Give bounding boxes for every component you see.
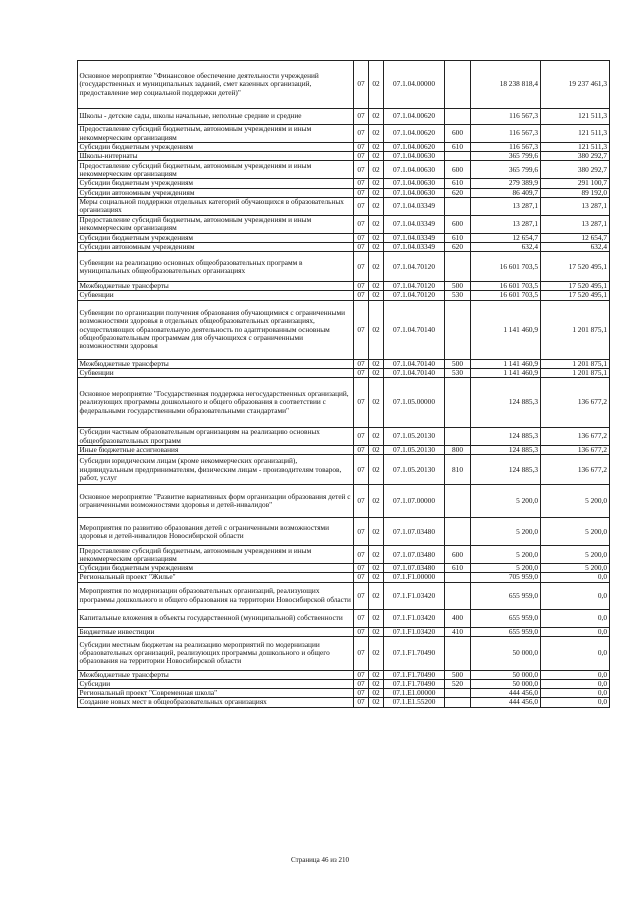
section-code-cell: 07 — [354, 188, 369, 197]
amount-2023-cell: 89 192,0 — [541, 188, 610, 197]
section-code-cell: 07 — [354, 109, 369, 125]
expense-type-cell: 620 — [445, 188, 471, 197]
subsection-code-cell: 02 — [369, 243, 384, 252]
amount-2023-cell: 380 292,7 — [541, 161, 610, 179]
expense-type-cell: 610 — [445, 179, 471, 188]
expense-type-cell: 600 — [445, 546, 471, 564]
amount-2022-cell: 116 567,3 — [471, 109, 541, 125]
item-name-cell: Школы - детские сады, школы начальные, неполные средние и средние — [78, 109, 354, 125]
target-article-cell: 07.1.07.03480 — [384, 518, 445, 546]
amount-2023-cell: 19 237 461,3 — [541, 61, 610, 109]
item-name-cell: Основное мероприятие "Финансовое обеспечение деятельности учреждений (государственных и муниципальных заданий, смет казенных организаций, предоставление мер социальной поддержки детей)" — [78, 61, 354, 109]
amount-2023-cell: 0,0 — [541, 582, 610, 609]
subsection-code-cell: 02 — [369, 161, 384, 179]
section-code-cell: 07 — [354, 359, 369, 368]
subsection-code-cell: 02 — [369, 670, 384, 679]
target-article-cell: 07.1.04.00630 — [384, 161, 445, 179]
amount-2022-cell: 279 389,9 — [471, 179, 541, 188]
item-name-cell: Меры социальной поддержки отдельных категорий обучающихся в образовательных организациях — [78, 197, 354, 215]
expense-type-cell: 520 — [445, 680, 471, 689]
expense-type-cell: 800 — [445, 446, 471, 455]
item-name-cell: Субсидии юридическим лицам (кроме некоммерческих организаций), индивидуальным предпринимателям, физическим лицам - производителям товаров, работ, услуг — [78, 455, 354, 485]
table-row — [78, 215, 610, 233]
item-name-cell: Межбюджетные трансферты — [78, 670, 354, 679]
subsection-code-cell: 02 — [369, 689, 384, 698]
amount-2023-cell: 5 200,0 — [541, 546, 610, 564]
section-code-cell: 07 — [354, 243, 369, 252]
amount-2022-cell: 50 000,0 — [471, 680, 541, 689]
target-article-cell: 07.1.F1.00000 — [384, 573, 445, 582]
section-code-cell: 07 — [354, 564, 369, 573]
subsection-code-cell: 02 — [369, 378, 384, 428]
amount-2022-cell: 5 200,0 — [471, 564, 541, 573]
section-code-cell: 07 — [354, 197, 369, 215]
amount-2022-cell: 116 567,3 — [471, 143, 541, 152]
expense-type-cell — [445, 518, 471, 546]
target-article-cell: 07.1.04.00000 — [384, 61, 445, 109]
amount-2023-cell: 136 677,2 — [541, 428, 610, 446]
table-row — [78, 670, 610, 679]
section-code-cell: 07 — [354, 485, 369, 518]
amount-2023-cell: 17 520 495,1 — [541, 291, 610, 300]
item-name-cell: Мероприятия по модернизации образовательных организаций, реализующих программы дошкольного и общего образования на территории Новосибирской области — [78, 582, 354, 609]
table-row — [78, 243, 610, 252]
amount-2023-cell: 17 520 495,1 — [541, 252, 610, 282]
table-row — [78, 446, 610, 455]
section-code-cell: 07 — [354, 61, 369, 109]
target-article-cell: 07.1.04.03349 — [384, 233, 445, 242]
amount-2023-cell: 0,0 — [541, 698, 610, 707]
item-name-cell: Школы-интернаты — [78, 152, 354, 161]
section-code-cell: 07 — [354, 636, 369, 670]
item-name-cell: Субсидии бюджетным учреждениям — [78, 179, 354, 188]
amount-2022-cell: 365 799,6 — [471, 161, 541, 179]
table-row — [78, 125, 610, 143]
amount-2023-cell: 632,4 — [541, 243, 610, 252]
subsection-code-cell: 02 — [369, 636, 384, 670]
item-name-cell: Капитальные вложения в объекты государственной (муниципальной) собственности — [78, 609, 354, 627]
expense-type-cell — [445, 197, 471, 215]
subsection-code-cell: 02 — [369, 197, 384, 215]
subsection-code-cell: 02 — [369, 698, 384, 707]
amount-2022-cell: 5 200,0 — [471, 546, 541, 564]
subsection-code-cell: 02 — [369, 446, 384, 455]
expense-type-cell: 810 — [445, 455, 471, 485]
subsection-code-cell: 02 — [369, 179, 384, 188]
section-code-cell: 07 — [354, 152, 369, 161]
amount-2023-cell: 5 200,0 — [541, 564, 610, 573]
amount-2022-cell: 12 654,7 — [471, 233, 541, 242]
section-code-cell: 07 — [354, 179, 369, 188]
amount-2022-cell: 86 409,7 — [471, 188, 541, 197]
target-article-cell: 07.1.04.03349 — [384, 215, 445, 233]
amount-2022-cell: 50 000,0 — [471, 636, 541, 670]
table-row — [78, 627, 610, 636]
table-row — [78, 161, 610, 179]
amount-2023-cell: 0,0 — [541, 609, 610, 627]
amount-2023-cell: 0,0 — [541, 627, 610, 636]
expense-type-cell — [445, 689, 471, 698]
item-name-cell: Субвенции на реализацию основных общеобразовательных программ в муниципальных общеобразовательных организациях — [78, 252, 354, 282]
section-code-cell: 07 — [354, 582, 369, 609]
subsection-code-cell: 02 — [369, 455, 384, 485]
subsection-code-cell: 02 — [369, 188, 384, 197]
amount-2023-cell: 5 200,0 — [541, 518, 610, 546]
amount-2022-cell: 5 200,0 — [471, 518, 541, 546]
target-article-cell: 07.1.04.70120 — [384, 291, 445, 300]
target-article-cell: 07.1.F1.03420 — [384, 582, 445, 609]
amount-2023-cell: 1 201 875,1 — [541, 359, 610, 368]
expense-type-cell: 530 — [445, 368, 471, 377]
expense-type-cell: 610 — [445, 233, 471, 242]
section-code-cell: 07 — [354, 670, 369, 679]
expense-type-cell — [445, 61, 471, 109]
subsection-code-cell: 02 — [369, 215, 384, 233]
target-article-cell: 07.1.04.70140 — [384, 300, 445, 359]
amount-2023-cell: 380 292,7 — [541, 152, 610, 161]
amount-2022-cell: 124 885,3 — [471, 378, 541, 428]
table-row — [78, 455, 610, 485]
amount-2023-cell: 121 511,3 — [541, 109, 610, 125]
target-article-cell: 07.1.F1.70490 — [384, 636, 445, 670]
section-code-cell: 07 — [354, 680, 369, 689]
table-row — [78, 609, 610, 627]
table-row — [78, 291, 610, 300]
budget-table — [77, 60, 610, 708]
target-article-cell: 07.1.05.20130 — [384, 446, 445, 455]
table-row — [78, 698, 610, 707]
subsection-code-cell: 02 — [369, 359, 384, 368]
table-row — [78, 359, 610, 368]
amount-2022-cell: 18 238 818,4 — [471, 61, 541, 109]
amount-2023-cell: 0,0 — [541, 689, 610, 698]
section-code-cell: 07 — [354, 627, 369, 636]
subsection-code-cell: 02 — [369, 627, 384, 636]
item-name-cell: Субсидии бюджетным учреждениям — [78, 564, 354, 573]
expense-type-cell: 610 — [445, 143, 471, 152]
target-article-cell: 07.1.04.70120 — [384, 282, 445, 291]
table-row — [78, 143, 610, 152]
expense-type-cell: 400 — [445, 609, 471, 627]
target-article-cell: 07.1.07.03480 — [384, 564, 445, 573]
target-article-cell: 07.1.04.70140 — [384, 368, 445, 377]
amount-2023-cell: 136 677,2 — [541, 378, 610, 428]
target-article-cell: 07.1.07.00000 — [384, 485, 445, 518]
expense-type-cell — [445, 152, 471, 161]
subsection-code-cell: 02 — [369, 152, 384, 161]
amount-2022-cell: 124 885,3 — [471, 446, 541, 455]
amount-2023-cell: 1 201 875,1 — [541, 300, 610, 359]
table-row — [78, 582, 610, 609]
amount-2023-cell: 136 677,2 — [541, 455, 610, 485]
section-code-cell: 07 — [354, 161, 369, 179]
table-row — [78, 282, 610, 291]
expense-type-cell — [445, 109, 471, 125]
amount-2023-cell: 0,0 — [541, 670, 610, 679]
target-article-cell: 07.1.04.00620 — [384, 143, 445, 152]
target-article-cell: 07.1.F1.03420 — [384, 627, 445, 636]
subsection-code-cell: 02 — [369, 291, 384, 300]
target-article-cell: 07.1.F1.70490 — [384, 670, 445, 679]
item-name-cell: Предоставление субсидий бюджетным, автономным учреждениям и иным некоммерческим организациям — [78, 546, 354, 564]
subsection-code-cell: 02 — [369, 582, 384, 609]
subsection-code-cell: 02 — [369, 680, 384, 689]
expense-type-cell: 500 — [445, 359, 471, 368]
expense-type-cell: 410 — [445, 627, 471, 636]
section-code-cell: 07 — [354, 698, 369, 707]
item-name-cell: Региональный проект "Жилье" — [78, 573, 354, 582]
subsection-code-cell: 02 — [369, 518, 384, 546]
target-article-cell: 07.1.04.70120 — [384, 252, 445, 282]
section-code-cell: 07 — [354, 446, 369, 455]
amount-2023-cell: 1 201 875,1 — [541, 368, 610, 377]
subsection-code-cell: 02 — [369, 233, 384, 242]
target-article-cell: 07.1.05.20130 — [384, 428, 445, 446]
expense-type-cell: 600 — [445, 215, 471, 233]
amount-2023-cell: 0,0 — [541, 636, 610, 670]
subsection-code-cell: 02 — [369, 546, 384, 564]
amount-2022-cell: 124 885,3 — [471, 428, 541, 446]
section-code-cell: 07 — [354, 233, 369, 242]
target-article-cell: 07.1.07.03480 — [384, 546, 445, 564]
table-row — [78, 689, 610, 698]
section-code-cell: 07 — [354, 300, 369, 359]
section-code-cell: 07 — [354, 215, 369, 233]
subsection-code-cell: 02 — [369, 143, 384, 152]
item-name-cell: Субвенции по организации получения образования обучающимися с ограниченными возможностями здоровья в отдельных общеобразовательных организациях, осуществляющих образовательную деятельность по адаптированным основным общеобразовательным программам для обучающихся с ограниченными возможностями здоровья — [78, 300, 354, 359]
amount-2022-cell: 16 601 703,5 — [471, 291, 541, 300]
table-row — [78, 573, 610, 582]
amount-2023-cell: 17 520 495,1 — [541, 282, 610, 291]
subsection-code-cell: 02 — [369, 109, 384, 125]
amount-2022-cell: 365 799,6 — [471, 152, 541, 161]
expense-type-cell: 500 — [445, 282, 471, 291]
table-row — [78, 378, 610, 428]
table-row — [78, 428, 610, 446]
item-name-cell: Субвенции — [78, 368, 354, 377]
target-article-cell: 07.1.04.00620 — [384, 125, 445, 143]
table-row — [78, 518, 610, 546]
item-name-cell: Субсидии частным образовательным организациям на реализацию основных общеобразовательных программ — [78, 428, 354, 446]
section-code-cell: 07 — [354, 609, 369, 627]
amount-2022-cell: 705 959,0 — [471, 573, 541, 582]
amount-2022-cell: 16 601 703,5 — [471, 282, 541, 291]
expense-type-cell — [445, 485, 471, 518]
amount-2022-cell: 50 000,0 — [471, 670, 541, 679]
section-code-cell: 07 — [354, 428, 369, 446]
item-name-cell: Предоставление субсидий бюджетным, автономным учреждениям и иным некоммерческим организациям — [78, 215, 354, 233]
expense-type-cell: 530 — [445, 291, 471, 300]
section-code-cell: 07 — [354, 378, 369, 428]
subsection-code-cell: 02 — [369, 573, 384, 582]
section-code-cell: 07 — [354, 546, 369, 564]
target-article-cell: 07.1.04.00630 — [384, 152, 445, 161]
expense-type-cell — [445, 636, 471, 670]
section-code-cell: 07 — [354, 125, 369, 143]
item-name-cell: Предоставление субсидий бюджетным, автономным учреждениям и иным некоммерческим организациям — [78, 161, 354, 179]
table-row — [78, 636, 610, 670]
table-row — [78, 546, 610, 564]
amount-2022-cell: 655 959,0 — [471, 627, 541, 636]
table-row — [78, 61, 610, 109]
item-name-cell: Бюджетные инвестиции — [78, 627, 354, 636]
subsection-code-cell: 02 — [369, 125, 384, 143]
amount-2022-cell: 444 456,0 — [471, 689, 541, 698]
amount-2022-cell: 632,4 — [471, 243, 541, 252]
amount-2022-cell: 5 200,0 — [471, 485, 541, 518]
amount-2022-cell: 444 456,0 — [471, 698, 541, 707]
item-name-cell: Субсидии бюджетным учреждениям — [78, 233, 354, 242]
item-name-cell: Создание новых мест в общеобразовательных организациях — [78, 698, 354, 707]
expense-type-cell: 600 — [445, 161, 471, 179]
target-article-cell: 07.1.04.00620 — [384, 109, 445, 125]
section-code-cell: 07 — [354, 518, 369, 546]
amount-2023-cell: 136 677,2 — [541, 446, 610, 455]
item-name-cell: Региональный проект "Современная школа" — [78, 689, 354, 698]
section-code-cell: 07 — [354, 282, 369, 291]
table-row — [78, 252, 610, 282]
target-article-cell: 07.1.04.70140 — [384, 359, 445, 368]
target-article-cell: 07.1.05.20130 — [384, 455, 445, 485]
subsection-code-cell: 02 — [369, 300, 384, 359]
table-row — [78, 109, 610, 125]
amount-2023-cell: 12 654,7 — [541, 233, 610, 242]
table-row — [78, 485, 610, 518]
item-name-cell: Иные бюджетные ассигнования — [78, 446, 354, 455]
section-code-cell: 07 — [354, 368, 369, 377]
amount-2023-cell: 13 287,1 — [541, 215, 610, 233]
section-code-cell: 07 — [354, 573, 369, 582]
subsection-code-cell: 02 — [369, 609, 384, 627]
expense-type-cell — [445, 378, 471, 428]
item-name-cell: Субсидии — [78, 680, 354, 689]
table-row — [78, 368, 610, 377]
target-article-cell: 07.1.E1.00000 — [384, 689, 445, 698]
subsection-code-cell: 02 — [369, 368, 384, 377]
table-row — [78, 680, 610, 689]
expense-type-cell — [445, 573, 471, 582]
amount-2022-cell: 124 885,3 — [471, 455, 541, 485]
item-name-cell: Основное мероприятие "Развитие вариативных форм организации образования детей с ограниченными возможностями здоровья и детей-инвалидов" — [78, 485, 354, 518]
target-article-cell: 07.1.04.00630 — [384, 179, 445, 188]
table-row — [78, 179, 610, 188]
expense-type-cell — [445, 582, 471, 609]
amount-2023-cell: 0,0 — [541, 573, 610, 582]
target-article-cell: 07.1.04.03349 — [384, 243, 445, 252]
item-name-cell: Субвенции — [78, 291, 354, 300]
subsection-code-cell: 02 — [369, 564, 384, 573]
amount-2022-cell: 116 567,3 — [471, 125, 541, 143]
table-row — [78, 233, 610, 242]
amount-2022-cell: 655 959,0 — [471, 582, 541, 609]
amount-2022-cell: 13 287,1 — [471, 197, 541, 215]
item-name-cell: Мероприятия по развитию образования детей с ограниченными возможностями здоровья и детей-инвалидов Новосибирской области — [78, 518, 354, 546]
section-code-cell: 07 — [354, 455, 369, 485]
amount-2023-cell: 291 100,7 — [541, 179, 610, 188]
table-row — [78, 188, 610, 197]
item-name-cell: Межбюджетные трансферты — [78, 359, 354, 368]
amount-2022-cell: 1 141 460,9 — [471, 368, 541, 377]
item-name-cell: Основное мероприятие "Государственная поддержка негосударственных организаций, реализующих программы дошкольного и общего образования в соответствии с федеральными государственными образовательными стандартами" — [78, 378, 354, 428]
expense-type-cell — [445, 252, 471, 282]
target-article-cell: 07.1.E1.55200 — [384, 698, 445, 707]
subsection-code-cell: 02 — [369, 485, 384, 518]
item-name-cell: Субсидии автономным учреждениям — [78, 243, 354, 252]
expense-type-cell — [445, 698, 471, 707]
section-code-cell: 07 — [354, 143, 369, 152]
target-article-cell: 07.1.04.00630 — [384, 188, 445, 197]
expense-type-cell: 620 — [445, 243, 471, 252]
table-row — [78, 197, 610, 215]
amount-2022-cell: 1 141 460,9 — [471, 359, 541, 368]
amount-2023-cell: 121 511,3 — [541, 125, 610, 143]
target-article-cell: 07.1.04.03349 — [384, 197, 445, 215]
expense-type-cell: 600 — [445, 125, 471, 143]
amount-2022-cell: 13 287,1 — [471, 215, 541, 233]
expense-type-cell: 500 — [445, 670, 471, 679]
table-row — [78, 152, 610, 161]
subsection-code-cell: 02 — [369, 61, 384, 109]
amount-2022-cell: 655 959,0 — [471, 609, 541, 627]
item-name-cell: Субсидии автономным учреждениям — [78, 188, 354, 197]
target-article-cell: 07.1.F1.03420 — [384, 609, 445, 627]
item-name-cell: Межбюджетные трансферты — [78, 282, 354, 291]
amount-2022-cell: 16 601 703,5 — [471, 252, 541, 282]
section-code-cell: 07 — [354, 689, 369, 698]
amount-2022-cell: 1 141 460,9 — [471, 300, 541, 359]
target-article-cell: 07.1.F1.70490 — [384, 680, 445, 689]
amount-2023-cell: 5 200,0 — [541, 485, 610, 518]
item-name-cell: Субсидии местным бюджетам на реализацию мероприятий по модернизации образовательных организаций, реализующих программы дошкольного и общего образования на территории Новосибирской области — [78, 636, 354, 670]
amount-2023-cell: 13 287,1 — [541, 197, 610, 215]
amount-2023-cell: 121 511,3 — [541, 143, 610, 152]
subsection-code-cell: 02 — [369, 428, 384, 446]
expense-type-cell — [445, 428, 471, 446]
subsection-code-cell: 02 — [369, 282, 384, 291]
subsection-code-cell: 02 — [369, 252, 384, 282]
table-row — [78, 564, 610, 573]
item-name-cell: Субсидии бюджетным учреждениям — [78, 143, 354, 152]
section-code-cell: 07 — [354, 291, 369, 300]
table-body — [78, 61, 610, 708]
table-row — [78, 300, 610, 359]
page-number: Страница 46 из 210 — [291, 856, 349, 864]
section-code-cell: 07 — [354, 252, 369, 282]
expense-type-cell: 610 — [445, 564, 471, 573]
target-article-cell: 07.1.05.00000 — [384, 378, 445, 428]
item-name-cell: Предоставление субсидий бюджетным, автономным учреждениям и иным некоммерческим организациям — [78, 125, 354, 143]
expense-type-cell — [445, 300, 471, 359]
amount-2023-cell: 0,0 — [541, 680, 610, 689]
